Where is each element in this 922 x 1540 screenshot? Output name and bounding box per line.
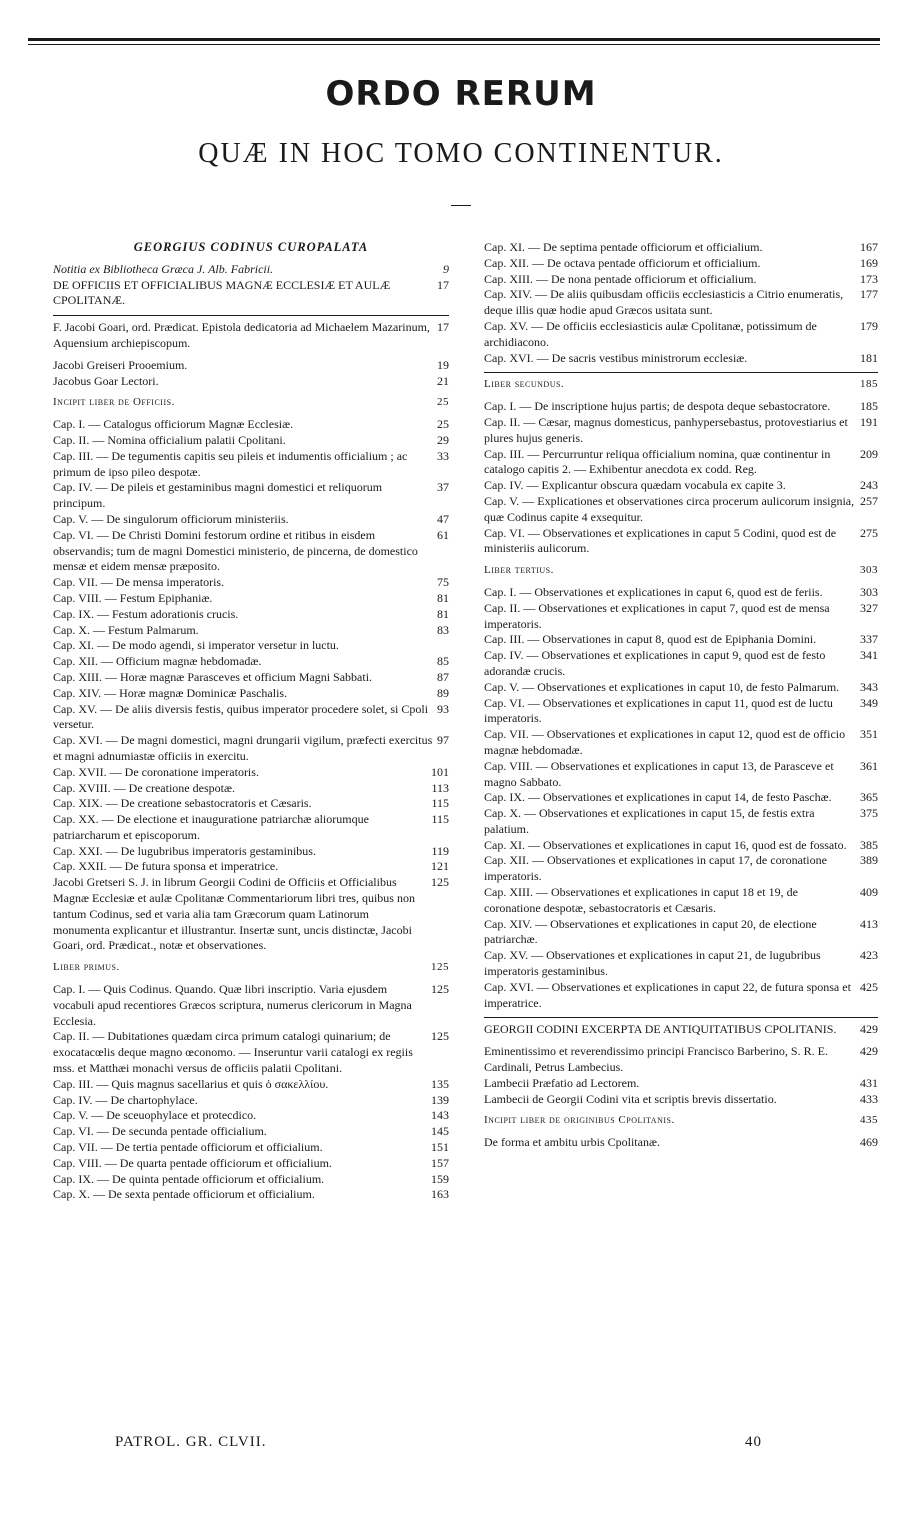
- toc-entry: Liber primus. 125: [53, 961, 449, 974]
- chapter-entry: [484, 632, 878, 648]
- chapter-page: 163: [431, 1187, 449, 1202]
- chapter-page: 139: [431, 1092, 449, 1107]
- chapter-entry: [484, 478, 878, 494]
- chapter-entry: [484, 415, 878, 447]
- toc-entry: Eminentissimo et reverendissimo principi Francisco Barberino, S. R. E. Cardinali, Petrus Lambecius. 429: [484, 1044, 878, 1075]
- chapter-entry: [53, 607, 449, 623]
- chapter-page: 191: [860, 414, 878, 429]
- chapter-page: 83: [437, 622, 449, 637]
- chapter-title: Cap. XIII. — Horæ magnæ Parasceves et officium Magni Sabbati.: [53, 669, 373, 684]
- chapter-title: Cap. XI. — De modo agendi, si imperator versetur in luctu.: [53, 638, 339, 653]
- chapter-title: Cap. XX. — De electione et inauguratione patriarchæ aliorumque patriarcharum et episcoporum.: [53, 812, 369, 842]
- chapter-list: [53, 417, 449, 875]
- chapter-entry: [484, 447, 878, 479]
- chapter-entry: [53, 812, 449, 844]
- chapter-page: 409: [860, 885, 878, 900]
- chapter-title: Cap. XVII. — De coronatione imperatoris.: [53, 764, 259, 779]
- chapter-page: 29: [437, 432, 449, 447]
- chapter-page: 243: [860, 478, 878, 493]
- chapter-page: 389: [860, 853, 878, 868]
- chapter-page: 89: [437, 685, 449, 700]
- chapter-list: [53, 982, 449, 1203]
- chapter-entry: [53, 1093, 449, 1109]
- chapter-entry: [53, 1029, 449, 1076]
- chapter-entry: [53, 702, 449, 734]
- chapter-title: Cap. II. — Nomina officialium palatii Cpolitani.: [53, 432, 286, 447]
- chapter-title: Cap. XXII. — De futura sponsa et imperatrice.: [53, 859, 279, 874]
- toc-entry: Jacobi Greiseri Prooemium. 19: [53, 357, 449, 372]
- chapter-entry: [53, 1140, 449, 1156]
- chapter-title: Cap. V. — De sceuophylace et protecdico.: [53, 1108, 257, 1123]
- chapter-page: 61: [437, 527, 449, 542]
- chapter-page: 115: [431, 812, 449, 827]
- chapter-page: 159: [431, 1171, 449, 1186]
- chapter-entry: [53, 433, 449, 449]
- chapter-entry: [53, 449, 449, 481]
- chapter-entry: [484, 853, 878, 885]
- chapter-entry: [53, 638, 449, 654]
- toc-entry: Liber secundus. 185: [484, 378, 878, 391]
- toc-entry: Liber tertius. 303: [484, 564, 878, 577]
- chapter-title: Cap. XVI. — De magni domestici, magni drungarii vigilum, præfecti exercitus et magni adnumiastæ officiis in exercitu.: [53, 733, 433, 763]
- chapter-title: Cap. XV. — De officiis ecclesiasticis aulæ Cpolitanæ, potissimum de archidiacono.: [484, 318, 817, 349]
- chapter-title: Cap. VII. — Observationes et explicationes in caput 12, quod est de officio magnæ hebdomadæ.: [484, 727, 846, 757]
- chapter-title: Cap. XIII. — De nona pentade officiorum et officialium.: [484, 271, 757, 286]
- chapter-page: 121: [431, 859, 449, 874]
- chapter-title: Cap. V. — Observationes et explicationes in caput 10, de festo Palmarum.: [484, 679, 840, 694]
- chapter-entry: [53, 623, 449, 639]
- chapter-entry: [53, 528, 449, 575]
- toc-entry: Lambecii Præfatio ad Lectorem. 431: [484, 1075, 878, 1090]
- toc-entry: Jacobi Gretseri S. J. in librum Georgii Codini de Officiis et Officialibus Magnæ Ecclesiæ et aulæ Cpolitanæ Commentariorum libri tres, quibus non tantum Codinus, sed et varia alia tam Græcorum quam Latinorum monumenta explicantur et illustrantur. Insertæ sunt, uncis distinctæ, Jacobi Goari, ord. Prædicat., notæ et observationes. 125: [53, 875, 449, 953]
- chapter-entry: [484, 980, 878, 1012]
- chapter-title: Cap. IX. — De quinta pentade officiorum et officialium.: [53, 1171, 325, 1186]
- chapter-page: 143: [431, 1108, 449, 1123]
- chapter-entry: [53, 765, 449, 781]
- chapter-entry: [53, 575, 449, 591]
- chapter-entry: [484, 885, 878, 917]
- chapter-title: Cap. X. — Festum Palmarum.: [53, 622, 199, 637]
- chapter-entry: [53, 417, 449, 433]
- chapter-page: 375: [860, 806, 878, 821]
- chapter-page: 145: [431, 1124, 449, 1139]
- chapter-title: Cap. II. — Dubitationes quædam circa primum catalogi quinarium; de exocatacœlis deque magno œconomo. — Inseruntur varii catalogi ex regiis mss. et Matthæi monachi versus de officiis palatii Cpolitani.: [53, 1029, 413, 1076]
- chapter-title: Cap. I. — Catalogus officiorum Magnæ Ecclesiæ.: [53, 417, 294, 432]
- chapter-page: 115: [431, 796, 449, 811]
- chapter-title: Cap. II. — Observationes et explicationes in caput 7, quod est de mensa imperatoris.: [484, 600, 830, 631]
- chapter-title: Cap. VI. — De secunda pentade officialium.: [53, 1124, 267, 1139]
- chapter-page: 209: [860, 446, 878, 461]
- toc-entry: Jacobus Goar Lectori. 21: [53, 373, 449, 388]
- chapter-title: Cap. XVI. — De sacris vestibus ministrorum ecclesiæ.: [484, 350, 748, 365]
- chapter-entry: [484, 319, 878, 351]
- chapter-page: 385: [860, 837, 878, 852]
- chapter-title: Cap. XIV. — Observationes et explicationes in caput 20, de electione patriarchæ.: [484, 916, 817, 947]
- chapter-page: 157: [431, 1155, 449, 1170]
- chapter-title: Cap. VI. — Observationes et explicationes in caput 5 Codini, quod est de ministeriis aulicorum.: [484, 525, 837, 556]
- chapter-entry: [53, 844, 449, 860]
- chapter-entry: [53, 859, 449, 875]
- chapter-page: 365: [860, 790, 878, 805]
- chapter-title: Cap. V. — De singulorum officiorum ministeriis.: [53, 511, 289, 526]
- right-column: [484, 240, 878, 1151]
- chapter-entry: [484, 648, 878, 680]
- chapter-entry: [53, 1156, 449, 1172]
- chapter-page: 303: [860, 584, 878, 599]
- chapter-page: 327: [860, 600, 878, 615]
- page-title: ORDO RERUM: [325, 74, 597, 114]
- chapter-title: Cap. VIII. — Festum Epiphaniæ.: [53, 590, 213, 605]
- chapter-title: Cap. IV. — De pileis et gestaminibus magni domestici et reliquorum principum.: [53, 480, 383, 511]
- chapter-entry: [53, 1172, 449, 1188]
- toc-entry: De forma et ambitu urbis Cpolitanæ. 469: [484, 1135, 878, 1150]
- chapter-entry: [484, 680, 878, 696]
- chapter-page: 85: [437, 654, 449, 669]
- chapter-page: 413: [860, 916, 878, 931]
- toc-entry: GEORGII CODINI EXCERPTA DE ANTIQUITATIBUS CPOLITANIS. 429: [484, 1022, 878, 1037]
- footer-volume: PATROL. GR. CLVII.: [115, 1434, 267, 1450]
- toc-entry: Incipit liber de Officiis. 25: [53, 396, 449, 409]
- page-subtitle: QUÆ IN HOC TOMO CONTINENTUR.: [198, 138, 724, 169]
- chapter-page: 97: [437, 733, 449, 748]
- chapter-page: 179: [860, 318, 878, 333]
- chapter-entry: [53, 512, 449, 528]
- left-column: [53, 240, 449, 1203]
- toc-entry: Notitia ex Bibliotheca Græca J. Alb. Fabricii. 9: [53, 261, 449, 276]
- chapter-entry: [484, 399, 878, 415]
- chapter-title: Cap. XV. — De aliis diversis festis, quibus imperator procedere solet, si Cpoli versetur.: [53, 701, 429, 732]
- divider: [53, 315, 449, 316]
- top-rule-thin: [28, 44, 880, 45]
- chapter-title: Cap. III. — Observationes in caput 8, quod est de Epiphania Domini.: [484, 632, 817, 647]
- chapter-title: Cap. XII. — De octava pentade officiorum et officialium.: [484, 255, 761, 270]
- divider: [484, 372, 878, 373]
- top-rule: [28, 38, 880, 41]
- chapter-entry: [484, 790, 878, 806]
- chapter-entry: [484, 601, 878, 633]
- chapter-title: Cap. VII. — De tertia pentade officiorum et officialium.: [53, 1140, 323, 1155]
- chapter-entry: [484, 948, 878, 980]
- chapter-title: Cap. I. — Quis Codinus. Quando. Quæ libri inscriptio. Varia ejusdem vocabuli apud recentiores Græcos scriptura, numerus clericorum in Magna Ecclesia.: [53, 982, 412, 1028]
- chapter-list: [484, 585, 878, 1012]
- chapter-page: 151: [431, 1140, 449, 1155]
- chapter-title: Cap. IV. — Explicantur obscura quædam vocabula ex capite 3.: [484, 478, 786, 493]
- title-separator: [451, 205, 471, 206]
- divider: [484, 1017, 878, 1018]
- chapter-page: 135: [431, 1076, 449, 1091]
- chapter-entry: [53, 654, 449, 670]
- chapter-page: 25: [437, 417, 449, 432]
- chapter-entry: [53, 480, 449, 512]
- chapter-page: 337: [860, 632, 878, 647]
- chapter-title: Cap. III. — Quis magnus sacellarius et quis ὁ σακελλίου.: [53, 1076, 329, 1091]
- chapter-title: Cap. IX. — Festum adorationis crucis.: [53, 606, 239, 621]
- chapter-title: Cap. V. — Explicationes et observationes circa procerum aulicorum insignia, quæ Codinus capite 4 exsequitur.: [484, 493, 855, 524]
- chapter-entry: [53, 1124, 449, 1140]
- chapter-title: Cap. XIII. — Observationes et explicationes in caput 18 et 19, de coronatione despotæ, sebastocratoris et Cæsaris.: [484, 885, 798, 915]
- chapter-entry: [53, 781, 449, 797]
- chapter-title: Cap. VIII. — De quarta pentade officiorum et officialium.: [53, 1155, 332, 1170]
- chapter-title: Cap. III. — De tegumentis capitis seu pileis et indumentis officialium ; ac primum de ipso pileo despotæ.: [53, 448, 408, 479]
- chapter-entry: [484, 287, 878, 319]
- chapter-title: Cap. XII. — Officium magnæ hebdomadæ.: [53, 654, 262, 669]
- chapter-entry: [484, 838, 878, 854]
- chapter-title: Cap. X. — De sexta pentade officiorum et officialium.: [53, 1187, 315, 1202]
- chapter-page: 181: [860, 350, 878, 365]
- chapter-page: 81: [437, 590, 449, 605]
- chapter-entry: [484, 585, 878, 601]
- chapter-title: Cap. XIV. — De aliis quibusdam officiis ecclesiasticis a Citrio enumeratis, deque illis quæ hodie apud Græcos usitata sunt.: [484, 287, 844, 318]
- chapter-title: Cap. IX. — Observationes et explicationes in caput 14, de festo Paschæ.: [484, 790, 832, 805]
- chapter-entry: [484, 240, 878, 256]
- chapter-title: Cap. XVIII. — De creatione despotæ.: [53, 780, 235, 795]
- chapter-page: 125: [431, 1029, 449, 1044]
- chapter-title: Cap. VI. — Observationes et explicationes in caput 11, quod est de luctu imperatoris.: [484, 695, 833, 726]
- chapter-page: 361: [860, 758, 878, 773]
- chapter-page: 343: [860, 679, 878, 694]
- toc-entry: DE OFFICIIS ET OFFICIALIBUS MAGNÆ ECCLESIÆ ET AULÆ CPOLITANÆ. 17: [53, 277, 449, 308]
- chapter-page: 37: [437, 480, 449, 495]
- chapter-title: Cap. XI. — Observationes et explicationes in caput 16, quod est de fossato.: [484, 837, 847, 852]
- chapter-title: Cap. I. — Observationes et explicationes in caput 6, quod est de feriis.: [484, 584, 823, 599]
- chapter-title: Cap. IV. — De chartophylace.: [53, 1092, 198, 1107]
- chapter-entry: [484, 526, 878, 558]
- chapter-page: 169: [860, 255, 878, 270]
- chapter-page: 119: [431, 843, 449, 858]
- toc-entry: Incipit liber de originibus Cpolitanis. 435: [484, 1114, 878, 1127]
- chapter-entry: [484, 806, 878, 838]
- chapter-page: 341: [860, 648, 878, 663]
- chapter-page: 75: [437, 575, 449, 590]
- footer-page-number: 40: [745, 1434, 762, 1450]
- chapter-entry: [53, 733, 449, 765]
- chapter-title: Cap. VII. — De mensa imperatoris.: [53, 575, 225, 590]
- chapter-page: 185: [860, 399, 878, 414]
- chapter-title: Cap. XIX. — De creatione sebastocratoris et Cæsaris.: [53, 796, 312, 811]
- chapter-entry: [53, 982, 449, 1029]
- chapter-title: Cap. III. — Percurruntur reliqua officialium nomina, quæ continentur in catalogo capitis 2. — Exhibentur anecdota ex codd. Reg.: [484, 446, 831, 477]
- chapter-entry: [484, 351, 878, 367]
- section-header: GEORGIUS CODINUS CUROPALATA: [133, 240, 369, 254]
- chapter-page: 177: [860, 287, 878, 302]
- chapter-page: 173: [860, 271, 878, 286]
- chapter-page: 425: [860, 979, 878, 994]
- toc-entry: Lambecii de Georgii Codini vita et scriptis brevis dissertatio. 433: [484, 1091, 878, 1106]
- chapter-page: 351: [860, 727, 878, 742]
- chapter-entry: [53, 796, 449, 812]
- chapter-page: 275: [860, 525, 878, 540]
- chapter-page: 257: [860, 493, 878, 508]
- chapter-title: Cap. XXI. — De lugubribus imperatoris gestaminibus.: [53, 843, 316, 858]
- chapter-entry: [53, 1108, 449, 1124]
- chapter-entry: [484, 917, 878, 949]
- chapter-entry: [484, 696, 878, 728]
- chapter-title: Cap. II. — Cæsar, magnus domesticus, panhypersebastus, protovestiarius et plures hujus generis.: [484, 414, 848, 445]
- chapter-title: Cap. XIV. — Horæ magnæ Dominicæ Paschalis.: [53, 685, 288, 700]
- chapter-page: 167: [860, 240, 878, 254]
- chapter-title: Cap. XVI. — Observationes et explicationes in caput 22, de futura sponsa et imperatrice.: [484, 979, 851, 1010]
- chapter-entry: [53, 1077, 449, 1093]
- chapter-entry: [53, 686, 449, 702]
- chapter-entry: [484, 256, 878, 272]
- chapter-list: [484, 240, 878, 366]
- chapter-title: Cap. VI. — De Christi Domini festorum ordine et ritibus in eisdem observandis; tum de magni Domestici ministerio, de pincerna, de domestico mensæ et eidem mensæ præposito.: [53, 527, 418, 574]
- chapter-title: Cap. VIII. — Observationes et explicationes in caput 13, de Parasceve et magno Sabbato.: [484, 758, 834, 789]
- chapter-title: Cap. I. — De inscriptione hujus partis; de despota deque sebastocratore.: [484, 399, 831, 414]
- chapter-title: Cap. XV. — Observationes et explicationes in caput 21, de lugubribus imperatoris gestaminibus.: [484, 948, 821, 979]
- chapter-entry: [484, 727, 878, 759]
- chapter-entry: [484, 272, 878, 288]
- chapter-page: 113: [431, 780, 449, 795]
- chapter-entry: [53, 670, 449, 686]
- chapter-title: Cap. XII. — Observationes et explicationes in caput 17, de coronatione imperatoris.: [484, 853, 827, 884]
- chapter-page: 47: [437, 511, 449, 526]
- chapter-title: Cap. XI. — De septima pentade officiorum et officialium.: [484, 240, 763, 254]
- chapter-entry: [484, 759, 878, 791]
- toc-entry: F. Jacobi Goari, ord. Prædicat. Epistola dedicatoria ad Michaelem Mazarinum, Aquensium archiepiscopum. 17: [53, 320, 449, 350]
- chapter-entry: [53, 1187, 449, 1203]
- chapter-list: [484, 399, 878, 557]
- chapter-page: 101: [431, 764, 449, 779]
- chapter-title: Cap. IV. — Observationes et explicationes in caput 9, quod est de festo adorandæ crucis.: [484, 648, 826, 678]
- chapter-title: Cap. X. — Observationes et explicationes in caput 15, de festis extra palatium.: [484, 806, 815, 836]
- chapter-page: 87: [437, 669, 449, 684]
- chapter-page: 349: [860, 695, 878, 710]
- chapter-page: 33: [437, 448, 449, 463]
- chapter-entry: [484, 494, 878, 526]
- chapter-page: 81: [437, 606, 449, 621]
- chapter-page: 125: [431, 982, 449, 997]
- chapter-page: 93: [437, 701, 449, 716]
- chapter-page: 423: [860, 948, 878, 963]
- chapter-entry: [53, 591, 449, 607]
